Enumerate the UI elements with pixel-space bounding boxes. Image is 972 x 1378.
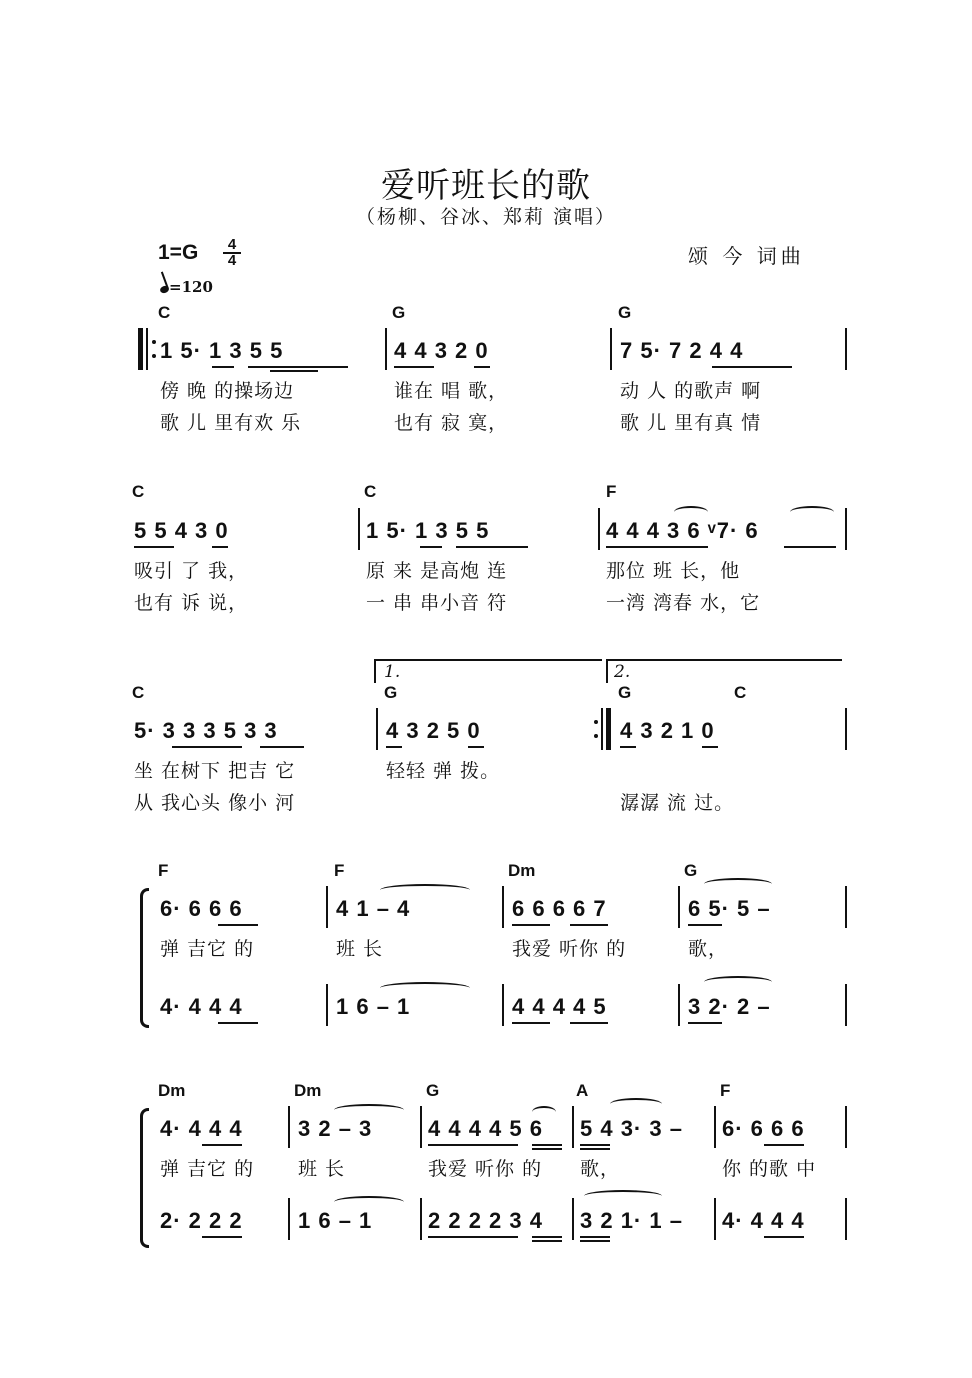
chord: G [392,303,406,322]
harmony-measure: 3 2 1· 1 – [580,1208,683,1233]
barline [714,1106,716,1148]
volta-bracket [374,659,376,683]
chord: Dm [158,1081,186,1100]
underline [580,1236,610,1238]
measure: 4 4 4 4 5 6 [428,1116,543,1141]
system-bracket [140,1108,149,1248]
barline [572,1106,574,1148]
tempo-marking [160,278,213,296]
tie [674,506,708,518]
harmony-measure: 4 4 4 4 5 [512,994,607,1019]
underline [532,1148,562,1150]
lyric-verse2: 潺潺 流 过。 [620,792,735,814]
barline [845,984,847,1026]
barline [146,328,148,370]
key-signature: 1=G [158,241,199,264]
system-bracket [140,888,149,1028]
barline [358,508,360,550]
underline [784,546,836,548]
underline [420,546,442,548]
underline [764,1236,804,1238]
lyric: 弹 吉它 的 [160,938,255,960]
underline [474,366,490,368]
volta-bracket [606,659,608,683]
harmony-measure: 4· 4 4 4 [160,994,243,1019]
lyric: 班 长 [336,938,384,960]
harmony-measure: 2 2 2 2 3 4 [428,1208,543,1233]
underline [428,1144,518,1146]
lyric-verse1: 动 人 的歌声 啊 [620,380,762,402]
barline [845,328,847,370]
underline [570,1022,608,1024]
lyric-verse1: 轻轻 弹 拨。 [386,760,501,782]
measure: 7 5· 7 2 4 4 [620,338,744,363]
volta-bracket [606,659,842,661]
tie [380,884,470,896]
measure: 6 6 6 6 7 [512,896,607,921]
barline [714,1198,716,1240]
chord: C [734,683,747,702]
underline [606,546,708,548]
barline [572,1198,574,1240]
performers: （杨柳、谷冰、郑莉 演唱） [355,206,617,228]
song-title: 爱听班长的歌 [381,166,591,206]
barline [598,508,600,550]
underline [212,366,234,368]
lyric: 我爱 听你 的 [428,1158,543,1180]
time-signature-bottom: 4 [227,252,237,269]
measure: 1 5· 1 3 5 5 [160,338,284,363]
repeat-dot [594,734,598,738]
barline [845,508,847,550]
barline [326,984,328,1026]
lyric-verse2: 也有 寂 寞， [394,412,509,434]
repeat-dot [152,340,156,344]
tie [610,1098,662,1110]
underline [428,1236,518,1238]
underline [620,746,636,748]
chord: Dm [508,861,536,880]
measure: 4 3 2 1 0 [620,718,715,743]
lyric-verse2: 歌 儿 里有真 情 [620,412,762,434]
barline [845,708,847,750]
barline [376,708,378,750]
chord: C [132,683,145,702]
chord: C [132,482,145,501]
tie [532,1106,556,1118]
volta-bracket [374,659,602,661]
measure: 6 5· 5 – [688,896,771,921]
harmony-measure: 3 2· 2 – [688,994,771,1019]
underline [386,746,402,748]
tie [380,982,470,994]
measure: 5 5 4 3 0 [134,518,229,543]
chord: F [334,861,345,880]
underline [688,1022,722,1024]
measure: 4 4 4 3 6 ᵛ7· 6 [606,518,759,543]
lyric-verse1: 坐 在树下 把吉 它 [134,760,296,782]
underline [580,1144,610,1146]
repeat-start-barline [138,328,143,370]
chord: F [720,1081,731,1100]
underline [270,370,318,372]
underline [456,546,528,548]
underline [712,366,792,368]
barline [288,1106,290,1148]
barline [845,1198,847,1240]
lyric: 班 长 [298,1158,346,1180]
measure: 4 1 – 4 [336,896,411,921]
tie [704,976,772,988]
barline [288,1198,290,1240]
volta-2: 2. [614,662,631,682]
barline [420,1198,422,1240]
barline [601,708,603,750]
measure: 4 3 2 5 0 [386,718,481,743]
tie [334,1196,404,1208]
underline [202,1236,242,1238]
lyric-verse1: 谁在 唱 歌， [394,380,509,402]
underline [468,746,484,748]
lyric-verse2: 一湾 湾春 水，它 [606,592,761,614]
harmony-measure: 1 6 – 1 [336,994,411,1019]
underline [202,1144,242,1146]
credits: 颂 今 词曲 [688,244,805,268]
harmony-measure: 4· 4 4 4 [722,1208,805,1233]
underline [218,1022,258,1024]
lyric-verse2: 一 串 串小音 符 [366,592,508,614]
measure: 4· 4 4 4 [160,1116,243,1141]
lyric: 我爱 听你 的 [512,938,627,960]
underline [260,746,304,748]
underline [580,1240,610,1242]
chord: Dm [294,1081,322,1100]
underline [688,924,722,926]
repeat-end-barline [606,708,611,750]
underline [764,1144,804,1146]
chord: G [618,303,632,322]
tie [584,1190,662,1202]
underline [580,1148,610,1150]
chord: G [426,1081,440,1100]
chord: G [684,861,698,880]
lyric: 你 的歌 中 [722,1158,817,1180]
chord: C [364,482,377,501]
barline [610,328,612,370]
underline [218,924,258,926]
chord: G [618,683,632,702]
measure: 6· 6 6 6 [722,1116,805,1141]
underline [248,366,348,368]
lyric-verse1: 原 来 是高炮 连 [366,560,508,582]
lyric-verse2: 也有 诉 说， [134,592,249,614]
tempo-value: =120 [169,278,213,296]
barline [420,1106,422,1148]
repeat-dot [152,354,156,358]
underline [212,546,228,548]
barline [845,886,847,928]
measure: 5· 3 3 3 5 3 3 [134,718,278,743]
underline [394,366,434,368]
lyric-verse1: 那位 班 长，他 [606,560,741,582]
underline [570,924,608,926]
measure: 4 4 3 2 0 [394,338,489,363]
measure: 6· 6 6 6 [160,896,243,921]
measure: 1 5· 1 3 5 5 [366,518,490,543]
tie [704,878,772,890]
underline [532,1144,562,1146]
underline [512,924,550,926]
lyric: 歌， [688,938,729,960]
underline [532,1240,562,1242]
barline [678,886,680,928]
lyric-verse1: 吸引 了 我， [134,560,249,582]
barline [678,984,680,1026]
chord: C [158,303,171,322]
harmony-measure: 2· 2 2 2 [160,1208,243,1233]
chord: F [606,482,617,501]
underline [532,1236,562,1238]
lyric-verse1: 傍 晚 的操场边 [160,380,295,402]
barline [845,1106,847,1148]
chord: F [158,861,169,880]
underline [134,546,174,548]
chord: A [576,1081,589,1100]
chord: G [384,683,398,702]
measure: 5 4 3· 3 – [580,1116,683,1141]
underline [702,746,718,748]
lyric: 弹 吉它 的 [160,1158,255,1180]
barline [502,886,504,928]
lyric-verse2: 歌 儿 里有欢 乐 [160,412,302,434]
barline [502,984,504,1026]
underline [512,1022,550,1024]
harmony-measure: 1 6 – 1 [298,1208,373,1233]
tie [790,506,834,518]
tie [334,1104,404,1116]
barline [385,328,387,370]
repeat-dot [594,720,598,724]
lyric: 歌， [580,1158,621,1180]
time-signature-top: 4 [227,236,237,253]
barline [326,886,328,928]
time-signature [223,238,241,268]
measure: 3 2 – 3 [298,1116,373,1141]
volta-1: 1. [384,662,401,682]
lyric-verse2: 从 我心头 像小 河 [134,792,296,814]
underline [172,746,242,748]
